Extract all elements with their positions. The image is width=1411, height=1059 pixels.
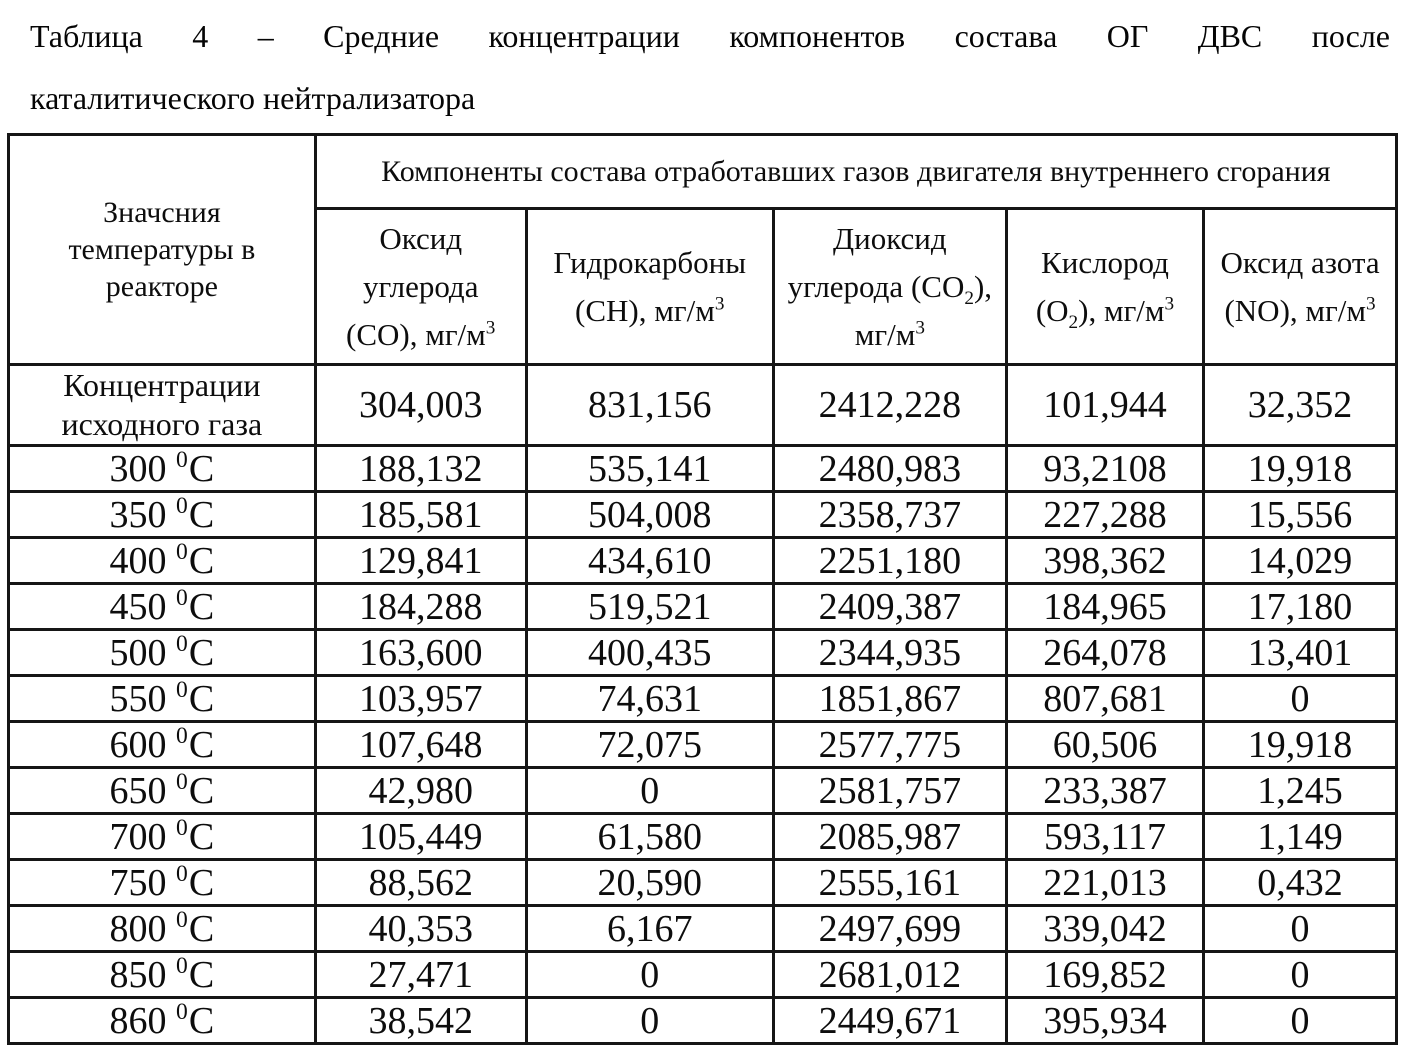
row-label-temperature: 650 $^0$С [9, 768, 316, 814]
concentration-table [7, 133, 1398, 1045]
value-cell: 101,944 [1006, 365, 1203, 446]
table-row [9, 446, 1397, 492]
value-cell: 107,648 [315, 722, 526, 768]
value-cell: 831,156 [526, 365, 773, 446]
value-cell: 42,980 [315, 768, 526, 814]
value-cell: 0 [1204, 952, 1397, 998]
row-label-temperature: 300 $^0$С [9, 446, 316, 492]
column-formula-unit: $(O_2)$, $мг/м^3$ [1035, 292, 1175, 333]
col-header-temperature: Значсния температуры в реакторе [9, 135, 316, 365]
value-cell: 38,542 [315, 998, 526, 1044]
value-cell: 2480,983 [773, 446, 1006, 492]
value-cell: 20,590 [526, 860, 773, 906]
value-cell: 2681,012 [773, 952, 1006, 998]
value-cell: 339,042 [1006, 906, 1203, 952]
row-label-initial-gas: Концентрации исходного газа [9, 365, 316, 446]
value-cell: 129,841 [315, 538, 526, 584]
value-cell: 2412,228 [773, 365, 1006, 446]
value-cell: 504,008 [526, 492, 773, 538]
value-cell: 2409,387 [773, 584, 1006, 630]
table-row [9, 952, 1397, 998]
col-header-component-1 [315, 209, 526, 365]
column-formula-unit: $(CO_2)$, $мг/м^3$ [854, 268, 993, 352]
value-cell: 0 [526, 952, 773, 998]
value-cell: 807,681 [1006, 676, 1203, 722]
value-cell: 105,449 [315, 814, 526, 860]
value-cell: 2449,671 [773, 998, 1006, 1044]
value-cell: 434,610 [526, 538, 773, 584]
col-group-header: Компоненты состава отработавших газов двигателя внутреннего сгорания [315, 135, 1396, 209]
table-row [9, 722, 1397, 768]
table-row [9, 676, 1397, 722]
value-cell: 0,432 [1204, 860, 1397, 906]
value-cell: 103,957 [315, 676, 526, 722]
value-cell: 227,288 [1006, 492, 1203, 538]
value-cell: 2581,757 [773, 768, 1006, 814]
table-row [9, 538, 1397, 584]
column-title: Диоксид углерода [787, 220, 947, 304]
value-cell: 1851,867 [773, 676, 1006, 722]
row-label-temperature: 700 $^0$С [9, 814, 316, 860]
value-cell: 2344,935 [773, 630, 1006, 676]
table-row [9, 998, 1397, 1044]
value-cell: 60,506 [1006, 722, 1203, 768]
table-row [9, 630, 1397, 676]
table-body [9, 365, 1397, 1044]
column-title: Оксид азота [1220, 244, 1380, 280]
column-title: Оксид углерода [362, 220, 479, 304]
value-cell: 2085,987 [773, 814, 1006, 860]
value-cell: 400,435 [526, 630, 773, 676]
row-label-temperature: 600 $^0$С [9, 722, 316, 768]
value-cell: 264,078 [1006, 630, 1203, 676]
table-row [9, 492, 1397, 538]
value-cell: 169,852 [1006, 952, 1203, 998]
value-cell: 93,2108 [1006, 446, 1203, 492]
row-label-temperature: 400 $^0$С [9, 538, 316, 584]
value-cell: 74,631 [526, 676, 773, 722]
table-row [9, 584, 1397, 630]
value-cell: 0 [1204, 676, 1397, 722]
value-cell: 395,934 [1006, 998, 1203, 1044]
col-header-component-5 [1204, 209, 1397, 365]
row-label-temperature: 350 $^0$С [9, 492, 316, 538]
value-cell: 88,562 [315, 860, 526, 906]
column-formula-unit: (CO), $мг/м^3$ [346, 316, 496, 352]
row-label-temperature: 750 $^0$С [9, 860, 316, 906]
table-row [9, 365, 1397, 446]
column-title: Кислород [1041, 244, 1169, 280]
value-cell: 1,245 [1204, 768, 1397, 814]
value-cell: 188,132 [315, 446, 526, 492]
value-cell: 2251,180 [773, 538, 1006, 584]
column-formula-unit: (NO), $мг/м^3$ [1224, 292, 1376, 328]
caption-line-2: каталитического нейтрализатора [30, 80, 476, 116]
row-label-temperature: 850 $^0$С [9, 952, 316, 998]
value-cell: 2555,161 [773, 860, 1006, 906]
value-cell: 19,918 [1204, 722, 1397, 768]
value-cell: 593,117 [1006, 814, 1203, 860]
caption-line-1: Таблица 4 – Средние концентрации компонентов состава ОГ ДВС после [30, 18, 1390, 54]
table-row [9, 860, 1397, 906]
value-cell: 304,003 [315, 365, 526, 446]
column-formula-unit: (CH), $мг/м^3$ [575, 292, 725, 328]
table-row [9, 768, 1397, 814]
value-cell: 2358,737 [773, 492, 1006, 538]
value-cell: 398,362 [1006, 538, 1203, 584]
value-cell: 15,556 [1204, 492, 1397, 538]
value-cell: 40,353 [315, 906, 526, 952]
value-cell: 19,918 [1204, 446, 1397, 492]
value-cell: 519,521 [526, 584, 773, 630]
row-label-temperature: 550 $^0$С [9, 676, 316, 722]
value-cell: 0 [526, 768, 773, 814]
value-cell: 535,141 [526, 446, 773, 492]
value-cell: 2577,775 [773, 722, 1006, 768]
value-cell: 14,029 [1204, 538, 1397, 584]
row-label-temperature: 860 $^0$С [9, 998, 316, 1044]
table-row [9, 814, 1397, 860]
value-cell: 27,471 [315, 952, 526, 998]
value-cell: 13,401 [1204, 630, 1397, 676]
header-row-group [9, 135, 1397, 209]
value-cell: 221,013 [1006, 860, 1203, 906]
value-cell: 163,600 [315, 630, 526, 676]
value-cell: 61,580 [526, 814, 773, 860]
row-label-temperature: 450 $^0$С [9, 584, 316, 630]
col-header-component-3 [773, 209, 1006, 365]
value-cell: 6,167 [526, 906, 773, 952]
col-header-component-2 [526, 209, 773, 365]
value-cell: 185,581 [315, 492, 526, 538]
value-cell: 233,387 [1006, 768, 1203, 814]
table-caption [0, 0, 1411, 129]
col-header-component-4 [1006, 209, 1203, 365]
value-cell: 184,288 [315, 584, 526, 630]
value-cell: 0 [526, 998, 773, 1044]
value-cell: 0 [1204, 998, 1397, 1044]
row-label-temperature: 500 $^0$С [9, 630, 316, 676]
value-cell: 17,180 [1204, 584, 1397, 630]
value-cell: 184,965 [1006, 584, 1203, 630]
value-cell: 72,075 [526, 722, 773, 768]
value-cell: 32,352 [1204, 365, 1397, 446]
value-cell: 1,149 [1204, 814, 1397, 860]
value-cell: 0 [1204, 906, 1397, 952]
value-cell: 2497,699 [773, 906, 1006, 952]
table-row [9, 906, 1397, 952]
row-label-temperature: 800 $^0$С [9, 906, 316, 952]
column-title: Гидрокарбоны [553, 244, 747, 280]
